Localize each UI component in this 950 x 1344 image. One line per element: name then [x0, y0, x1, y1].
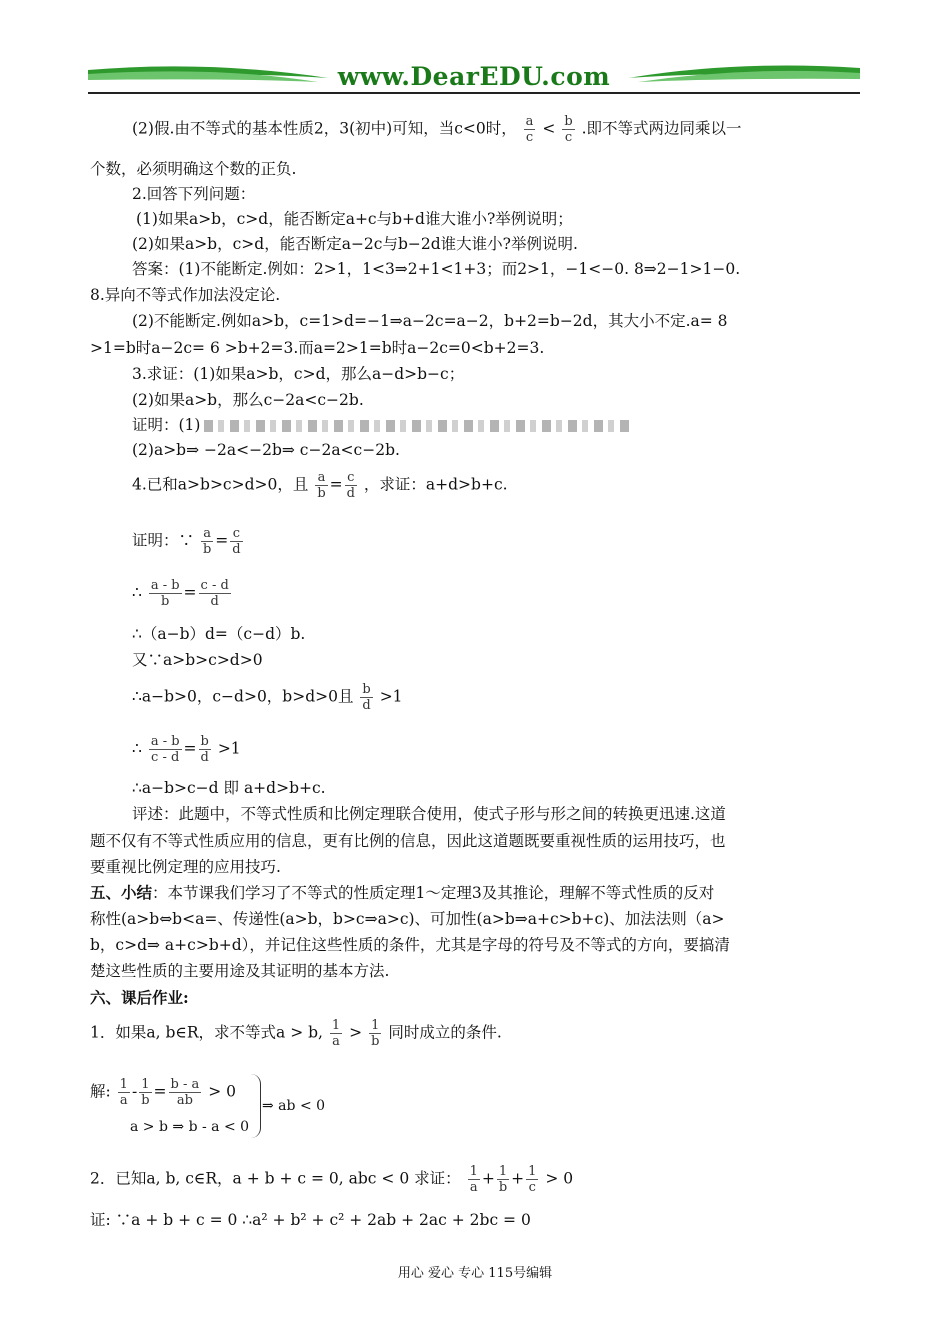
para-line: 评述：此题中，不等式性质和比例定理联合使用，使式子形与形之间的转换更迅速.这道	[132, 805, 726, 823]
para-line: 要重视比例定理的应用技巧.	[90, 858, 281, 876]
para-line: (2)如果a>b，那么c−2a<c−2b.	[132, 391, 364, 409]
para-line: 3.求证：(1)如果a>b，c>d，那么a−d>b−c；	[132, 365, 465, 383]
para-line: 2.回答下列问题：	[132, 185, 256, 203]
para-line: 楚这些性质的主要用途及其证明的基本方法.	[90, 962, 390, 980]
para-line: 题不仅有不等式性质应用的信息，更有比例的信息，因此这道题既要重视性质的运用技巧，也	[90, 832, 726, 850]
fraction: $\frac{c}{d}$	[346, 470, 355, 501]
para-line: 8.异向不等式作加法没定论.	[90, 286, 281, 304]
fraction: $\frac{a}{c}$	[525, 114, 534, 145]
para-line: 2．已知a, b, c∈R，a + b + c = 0, abc < 0 求证： $\frac{1}{a}$ + $\frac{1}{b}$ + $\frac{1}{c}$ > 0	[90, 1164, 574, 1195]
fraction: $\frac{1}{b}$	[141, 1077, 150, 1108]
fraction: $\frac{b}{d}$	[200, 734, 209, 765]
fraction: $\frac{1}{b}$	[371, 1018, 380, 1049]
para-line: (2)不能断定.例如a>b，c=1>d=−1⇒a−2c=a−2，b+2=b−2d，其大小不定.a= 8	[132, 312, 728, 330]
para-line: 证明：(1)	[132, 415, 634, 435]
para-line: a > b ⇒ b - a < 0	[130, 1119, 250, 1135]
para-line: >1=b时a−2c= 6 >b+2=3.而a=2>1=b时a−2c=0<b+2=3.	[90, 339, 545, 357]
site-name: www.DearEDU.com	[337, 62, 611, 91]
para-line: ∴ $\frac{a - b}{c - d}$ = $\frac{b}{d}$ >1	[132, 734, 241, 765]
para-line: 1．如果a, b∈R，求不等式a > b, $\frac{1}{a}$ > $\frac{1}{b}$ 同时成立的条件.	[90, 1018, 502, 1049]
fraction: $\frac{1}{b}$	[498, 1164, 508, 1195]
para-line: 个数，必须明确这个数的正负.	[90, 160, 297, 178]
section-heading: 五、小结	[90, 883, 153, 902]
fraction: $\frac{c}{d}$	[232, 526, 241, 557]
header-rule	[88, 92, 860, 94]
para-line: (2)如果a>b，c>d，能否断定a−2c与b−2d谁大谁小?举例说明.	[132, 235, 578, 253]
para-line: 称性(a>b⇔b<a=、传递性(a>b，b>c⇒a>c)、可加性(a>b⇒a+c>b+c)、加法法则（a>	[90, 910, 725, 928]
para-line: 解: $\frac{1}{a}$ - $\frac{1}{b}$ = $\frac{b - a}{ab}$ > 0	[90, 1077, 236, 1108]
para-line: 证: ∵a + b + c = 0 ∴a² + b² + c² + 2ab + 2ac + 2bc = 0	[90, 1211, 531, 1229]
para-line: 又∵a>b>c>d>0	[132, 651, 263, 669]
para-line: 答案：(1)不能断定.例如：2>1，1<3⇒2+1<1+3；而2>1，−1<−0. 8⇒2−1>1−0.	[132, 260, 741, 278]
fraction: $\frac{a}{b}$	[317, 470, 326, 501]
fraction: $\frac{b}{d}$	[362, 682, 371, 713]
para-line: 五、小结：本节课我们学习了不等式的性质定理1～定理3及其推论，理解不等式性质的反对	[90, 883, 715, 902]
fraction: $\frac{a - b}{c - d}$	[150, 734, 180, 765]
para-line: ∴a−b>c−d 即 a+d>b+c.	[132, 779, 326, 797]
fraction: $\frac{a}{b}$	[202, 526, 212, 557]
fraction: $\frac{1}{a}$	[331, 1018, 341, 1049]
para-line: ∴a−b>0，c−d>0，b>d>0且 $\frac{b}{d}$ >1	[132, 682, 403, 713]
para-line: b，c>d⇒ a+c>b+d），并记住这些性质的条件，尤其是字母的符号及不等式的方向，要搞清	[90, 936, 730, 954]
brace-icon	[250, 1074, 261, 1138]
fraction: $\frac{b}{c}$	[564, 114, 573, 145]
fraction: $\frac{a - b}{b}$	[150, 578, 180, 609]
illegible-text	[204, 420, 634, 432]
para-line: ∴（a−b）d=（c−d）b.	[132, 625, 306, 643]
fraction: $\frac{1}{a}$	[119, 1077, 128, 1108]
para-line: 4.已和a>b>c>d>0，且 $\frac{a}{b}$ = $\frac{c}{d}$ ，求证：a+d>b+c.	[132, 470, 508, 501]
fraction: $\frac{b - a}{ab}$	[170, 1077, 200, 1108]
fraction: $\frac{1}{a}$	[469, 1164, 478, 1195]
section-heading: 六、课后作业:	[90, 988, 189, 1007]
para-line: ⇒ ab < 0	[262, 1098, 326, 1114]
para-line: (1)如果a>b，c>d，能否断定a+c与b+d谁大谁小?举例说明；	[136, 210, 573, 228]
para-line: (2)假.由不等式的基本性质2，3(初中)可知，当c<0时， $\frac{a}{c}$ < $\frac{b}{c}$ .即不等式两边同乘以一	[132, 114, 742, 145]
fraction: $\frac{c - d}{d}$	[200, 578, 229, 609]
page-footer: 用心 爱心 专心 115号编辑	[397, 1266, 553, 1281]
para-line: ∴ $\frac{a - b}{b}$ = $\frac{c - d}{d}$	[132, 578, 229, 609]
para-line: (2)a>b⇒ −2a<−2b⇒ c−2a<c−2b.	[132, 441, 400, 459]
para-line: 证明：∵ $\frac{a}{b}$ = $\frac{c}{d}$	[132, 526, 241, 557]
fraction: $\frac{1}{c}$	[528, 1164, 537, 1195]
